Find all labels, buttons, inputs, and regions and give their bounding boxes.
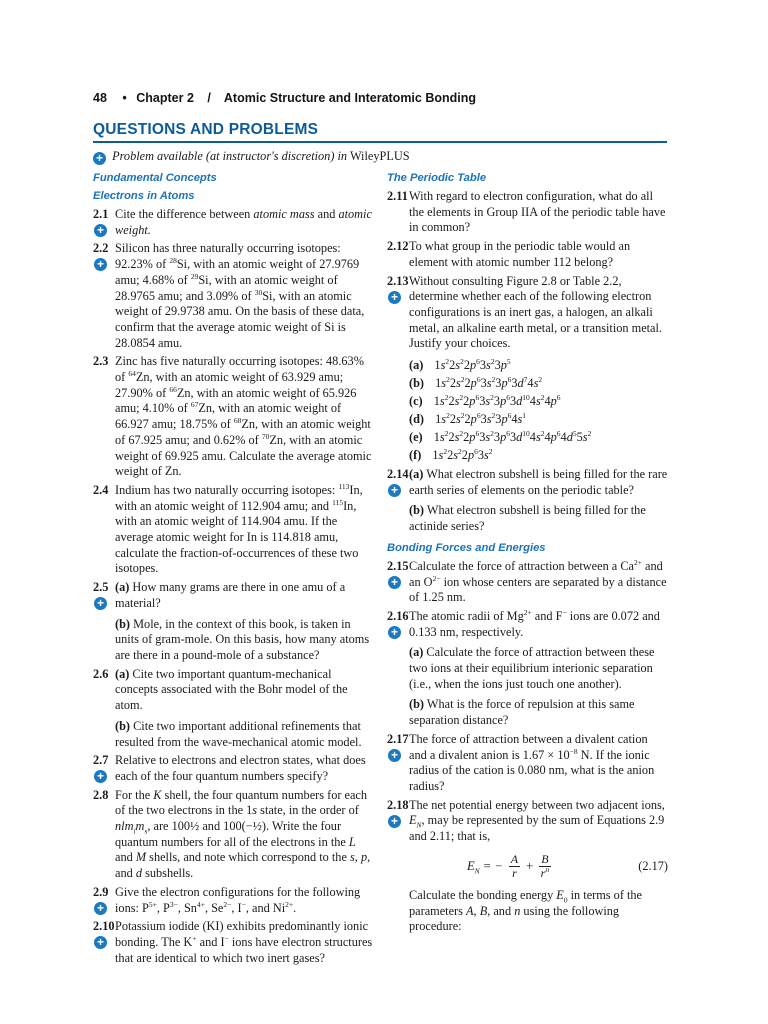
title-rule bbox=[93, 141, 667, 143]
problem-number: 2.6 bbox=[93, 666, 109, 681]
numerator: B bbox=[541, 851, 549, 866]
header-separator: / bbox=[207, 91, 211, 105]
problem-number: 2.1 bbox=[93, 207, 109, 221]
problem-number: 2.15 bbox=[387, 558, 409, 573]
numerator: A bbox=[510, 851, 519, 866]
wileyplus-note bbox=[93, 148, 410, 165]
problem-text: Relative to electrons and electron states, what does each of the four quantum numbers specify? bbox=[115, 753, 366, 783]
problem-text: With regard to electron configuration, what do all the elements in Group IIA of the periodic table have in common? bbox=[409, 189, 666, 235]
problem-number: 2.10 bbox=[93, 919, 115, 934]
problem-text: The force of attraction between a divalent cation and a divalent anion is $1.67 \times 10^{-8}$ N. If the ionic radius of the cation is 0.080 nm, what is the anion radius? bbox=[409, 731, 655, 793]
problem-part-b: (b) What is the force of repulsion at this same separation distance? bbox=[409, 697, 635, 728]
problem-number: 2.7 bbox=[93, 753, 109, 768]
plus-icon: + bbox=[388, 291, 401, 304]
equation-number: (2.17) bbox=[638, 858, 668, 873]
problem-2-16 bbox=[387, 609, 668, 729]
problem-2-4 bbox=[93, 483, 374, 577]
problem-2-18 bbox=[387, 798, 668, 845]
plus-icon: + bbox=[94, 224, 107, 237]
plus-icon: + bbox=[388, 484, 401, 497]
problem-number: 2.3 bbox=[93, 354, 109, 369]
choice-item: (a) $1s^22s^22p^63s^23p^5$ bbox=[409, 356, 511, 373]
plus-icon: + bbox=[94, 770, 107, 783]
plus-icon: + bbox=[388, 626, 401, 639]
problem-2-7 bbox=[93, 753, 374, 784]
fraction bbox=[509, 853, 520, 880]
problem-text: Without consulting Figure 2.8 or Table 2.2, determine whether each of the following electron configurations is an inert gas, a halogen, an alkali metal, an alkaline earth metal, or a transition metal. Justify your choices. bbox=[409, 273, 663, 351]
problem-2-10 bbox=[93, 919, 374, 966]
wiley-note-text: Problem available (at instructor's discretion) in bbox=[112, 149, 348, 163]
problem-2-9 bbox=[93, 885, 374, 916]
choice-item: (f) $1s^22s^22p^63s^2$ bbox=[409, 446, 493, 463]
plus-sign: + bbox=[526, 858, 534, 873]
problem-text: Potassium iodide (KI) exhibits predominantly ionic bonding. The K+ and I− ions have electron structures that are identical to which two inert gases? bbox=[115, 919, 373, 965]
problem-part-b: (b) Mole, in the context of this book, is taken in units of gram-mole. On this basis, how many atoms are there in a pound-mole of a substance? bbox=[115, 616, 370, 662]
problem-2-12 bbox=[387, 239, 668, 270]
plus-icon: + bbox=[388, 749, 401, 762]
problem-number: 2.9 bbox=[93, 884, 109, 899]
problem-part-b: (b) Cite two important additional refinements that resulted from the wave-mechanical atomic model. bbox=[115, 718, 362, 749]
problem-part-a: (a) What electron subshell is being filled for the rare earth series of elements on the periodic table? bbox=[409, 467, 668, 497]
problem-number: 2.14 bbox=[387, 467, 409, 482]
equation-2-17 bbox=[387, 853, 668, 880]
section-heading: The Periodic Table bbox=[387, 172, 487, 184]
problem-number: 2.17 bbox=[387, 731, 409, 746]
section-title: QUESTIONS AND PROBLEMS bbox=[93, 121, 319, 138]
choice-list bbox=[409, 356, 668, 464]
problem-part-a: (a) Cite two important quantum-mechanical concepts associated with the Bohr model of the atom. bbox=[115, 666, 348, 713]
problem-2-1 bbox=[93, 207, 374, 238]
problem-number: 2.2 bbox=[93, 241, 109, 256]
chapter-title: Atomic Structure and Interatomic Bonding bbox=[223, 91, 477, 105]
section-heading: Fundamental Concepts bbox=[93, 172, 217, 184]
equation-lhs: $E_N$ = − bbox=[467, 858, 503, 876]
plus-icon: + bbox=[93, 152, 106, 165]
running-header bbox=[93, 91, 476, 105]
problem-number: 2.4 bbox=[93, 482, 109, 497]
problem-number: 2.11 bbox=[387, 189, 408, 203]
problem-number: 2.5 bbox=[93, 580, 109, 595]
problem-number: 2.18 bbox=[387, 797, 409, 812]
right-column bbox=[387, 170, 668, 935]
section-heading: Electrons in Atoms bbox=[93, 190, 195, 202]
plus-icon: + bbox=[388, 576, 401, 589]
problem-2-14 bbox=[387, 467, 668, 535]
wiley-brand: WileyPLUS bbox=[349, 149, 410, 163]
header-bullet: • bbox=[122, 91, 127, 105]
problem-2-3 bbox=[93, 354, 374, 480]
problem-text: Give the electron configurations for the following ions: $P^{5+}$, $P^{3-}$, $Sn^{4+}$, $Se^{2-}$, I−, and $Ni^{2+}$. bbox=[115, 884, 361, 915]
problem-text: For the K shell, the four quantum numbers for each of the two electrons in the 1s state, in the order of $nlm_lm_s$, are 100½ and 100(−½). Write the four quantum numbers for all of the electrons in the L and M shells, and note which correspond to the s, p, and d subshells. bbox=[115, 787, 371, 881]
problem-2-5 bbox=[93, 580, 374, 664]
problem-2-6 bbox=[93, 667, 374, 751]
choice-item: (d) $1s^22s^22p^63s^23p^64s^1$ bbox=[409, 410, 527, 427]
page-number: 48 bbox=[93, 91, 107, 105]
choice-item: (b) $1s^22s^22p^63s^23p^63d^74s^2$ bbox=[409, 374, 543, 391]
plus-icon: + bbox=[94, 902, 107, 915]
continuation-text: Calculate the bonding energy $E_0$ in terms of the parameters A, B, and n using the following procedure: bbox=[409, 887, 643, 934]
problem-2-17 bbox=[387, 732, 668, 795]
section-heading: Bonding Forces and Energies bbox=[387, 541, 546, 554]
problem-text: The atomic radii of $Mg^{2+}$ and F− ions are 0.072 and 0.133 nm, respectively. bbox=[409, 607, 660, 639]
problem-2-13 bbox=[387, 274, 668, 465]
problem-text: To what group in the periodic table would an element with atomic number 112 belong? bbox=[409, 239, 631, 269]
problem-part-b: (b) What electron subshell is being filled for the actinide series? bbox=[409, 503, 646, 534]
plus-icon: + bbox=[94, 936, 107, 949]
problem-2-11 bbox=[387, 189, 668, 236]
problem-part-a: (a) Calculate the force of attraction between these two ions at their equilibrium interionic separation (i.e., when the ions just touch one another). bbox=[409, 645, 655, 691]
problem-number: 2.16 bbox=[387, 608, 409, 623]
problem-number: 2.8 bbox=[93, 787, 109, 802]
choice-item: (e) $1s^22s^22p^63s^23p^63d^{10}4s^24p^64d^55s^2$ bbox=[409, 428, 592, 445]
plus-icon: + bbox=[94, 597, 107, 610]
equation-body bbox=[467, 853, 551, 880]
problem-2-2 bbox=[93, 241, 374, 351]
problem-text: Cite the difference between atomic mass and atomic weight. bbox=[115, 207, 372, 237]
problem-number: 2.12 bbox=[387, 239, 409, 254]
problem-text: Zinc has five naturally occurring isotopes: 48.63% of $^{64}$Zn, with an atomic weight of 63.929 amu; 27.90% of $^{66}$Zn, with an atomic weight of 65.926 amu; 4.10% of $^{67}$Zn, with an atomic weight of 66.927 amu; 18.75% of $^{68}$Zn, with an atomic weight of 67.925 amu; and 0.62% of $^{70}$Zn, with an atomic weight of 69.925 amu. Calculate the average atomic weight of Zn. bbox=[115, 354, 372, 479]
denominator: $r^n$ bbox=[540, 864, 550, 880]
problem-2-15 bbox=[387, 559, 668, 606]
problem-2-8 bbox=[93, 788, 374, 882]
plus-icon: + bbox=[388, 815, 401, 828]
denominator: r bbox=[512, 865, 517, 880]
choice-item: (c) $1s^22s^22p^63s^23p^63d^{10}4s^24p^6$ bbox=[409, 392, 561, 409]
plus-icon: + bbox=[94, 258, 107, 271]
left-column bbox=[93, 170, 374, 969]
fraction bbox=[539, 853, 550, 880]
problem-number: 2.13 bbox=[387, 273, 409, 288]
problem-text: Calculate the force of attraction between a $Ca^{2+}$ and an $O^{2-}$ ion whose centers are separated by a distance of 1.25 nm. bbox=[409, 557, 667, 605]
problem-text: Indium has two naturally occurring isotopes: $^{113}$In, with an atomic weight of 112.904 amu; and $^{115}$In, with an atomic weight of 114.904 amu. If the average atomic weight for In is 114.818 amu, calculate the fraction-of-occurrences of these two isotopes. bbox=[115, 481, 363, 576]
problem-part-a: (a) How many grams are there in one amu of a material? bbox=[115, 580, 346, 610]
problem-text: The net potential energy between two adjacent ions, $E_N$, may be represented by the sum of Equations 2.9 and 2.11; that is, bbox=[409, 797, 665, 844]
chapter-label: Chapter 2 bbox=[136, 91, 194, 105]
problem-text: Silicon has three naturally occurring isotopes: 92.23% of $^{28}$Si, with an atomic weight of 27.9769 amu; 4.68% of $^{29}$Si, with an atomic weight of 28.9765 amu; and 3.09% of $^{30}$Si, with an atomic weight of 29.9738 amu. On the basis of these data, confirm that the average atomic weight of Si is 28.0854 amu. bbox=[115, 241, 365, 350]
